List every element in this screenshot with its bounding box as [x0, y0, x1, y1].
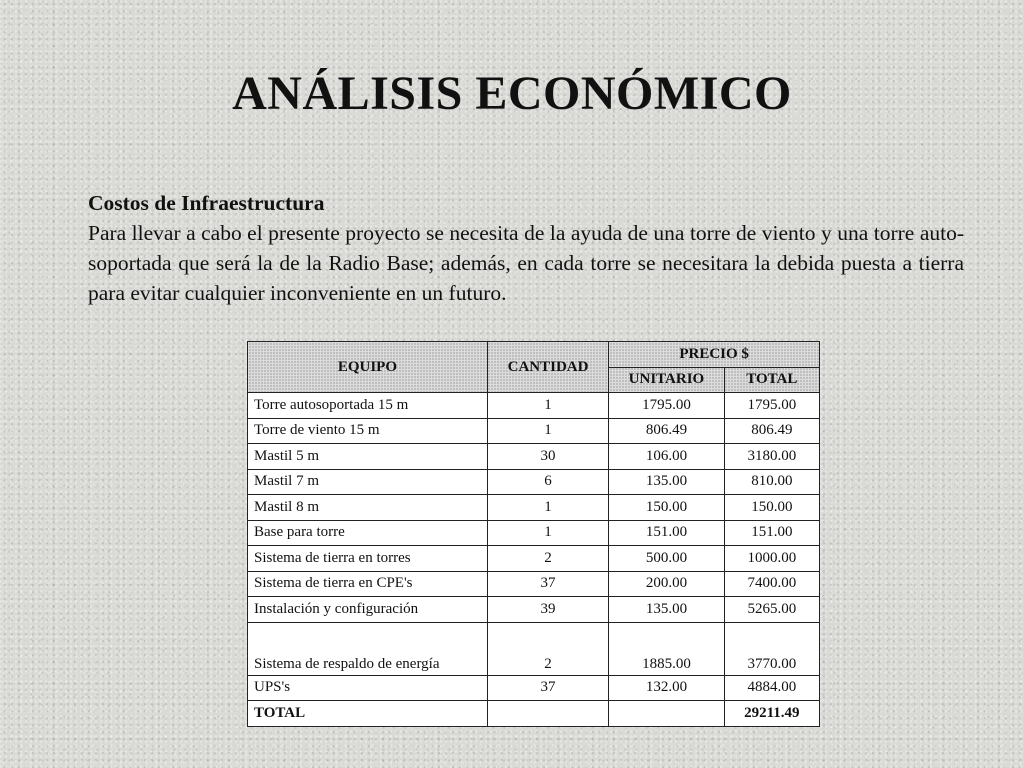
- cell-total: 1000.00: [724, 546, 819, 572]
- cell-total: 3180.00: [724, 444, 819, 470]
- cell-unitario: 135.00: [609, 597, 724, 623]
- table-row: [248, 418, 820, 444]
- header-total: TOTAL: [724, 367, 819, 393]
- table-row: [248, 546, 820, 572]
- table-row: [248, 444, 820, 470]
- section-paragraph: Para llevar a cabo el presente proyecto se necesita de la ayuda de una torre de viento y una torre auto-soportada que será la de la Radio Base; además, en cada torre se necesitara la debida puesta a tierra para evitar cualquier inconveniente en un futuro.: [88, 221, 964, 305]
- table-header-row: [248, 342, 820, 368]
- cost-table: [247, 341, 820, 727]
- cell-empty: [487, 701, 608, 727]
- cell-unitario: 132.00: [609, 675, 724, 701]
- table-row: [248, 571, 820, 597]
- cell-cantidad: 37: [487, 675, 608, 701]
- table-row: [248, 675, 820, 701]
- cell-unitario: 200.00: [609, 571, 724, 597]
- table-row: [248, 622, 820, 675]
- cell-unitario: 106.00: [609, 444, 724, 470]
- cell-empty: [609, 701, 724, 727]
- table-row: [248, 469, 820, 495]
- table-total-row: [248, 701, 820, 727]
- content-block: [88, 188, 964, 308]
- cell-unitario: 135.00: [609, 469, 724, 495]
- cell-total: 150.00: [724, 495, 819, 521]
- header-precio: PRECIO $: [609, 342, 820, 368]
- page-title: ANÁLISIS ECONÓMICO: [232, 67, 792, 120]
- cell-cantidad: 1: [487, 393, 608, 419]
- cell-equipo: Base para torre: [248, 520, 488, 546]
- cell-unitario: 1795.00: [609, 393, 724, 419]
- header-cantidad: CANTIDAD: [487, 342, 608, 393]
- cell-total: 810.00: [724, 469, 819, 495]
- cell-total: 3770.00: [724, 622, 819, 675]
- table-row: [248, 597, 820, 623]
- cell-total: 7400.00: [724, 571, 819, 597]
- cell-equipo: Sistema de tierra en torres: [248, 546, 488, 572]
- table-row: [248, 520, 820, 546]
- header-unitario: UNITARIO: [609, 367, 724, 393]
- cell-total: 806.49: [724, 418, 819, 444]
- cell-cantidad: 1: [487, 495, 608, 521]
- cell-cantidad: 2: [487, 546, 608, 572]
- cell-unitario: 150.00: [609, 495, 724, 521]
- cell-equipo: Mastil 7 m: [248, 469, 488, 495]
- cell-unitario: 806.49: [609, 418, 724, 444]
- cell-total: 151.00: [724, 520, 819, 546]
- cell-cantidad: 1: [487, 418, 608, 444]
- cell-equipo: Sistema de respaldo de energía: [248, 622, 488, 675]
- total-label: TOTAL: [248, 701, 488, 727]
- cell-cantidad: 39: [487, 597, 608, 623]
- cell-total: 1795.00: [724, 393, 819, 419]
- cell-equipo: Instalación y configuración: [248, 597, 488, 623]
- cell-equipo: UPS's: [248, 675, 488, 701]
- cell-equipo: Sistema de tierra en CPE's: [248, 571, 488, 597]
- cell-cantidad: 1: [487, 520, 608, 546]
- cell-unitario: 1885.00: [609, 622, 724, 675]
- table-row: [248, 495, 820, 521]
- cell-cantidad: 30: [487, 444, 608, 470]
- cell-unitario: 151.00: [609, 520, 724, 546]
- cell-equipo: Mastil 8 m: [248, 495, 488, 521]
- cell-cantidad: 6: [487, 469, 608, 495]
- cell-equipo: Torre autosoportada 15 m: [248, 393, 488, 419]
- cell-cantidad: 37: [487, 571, 608, 597]
- section-subtitle: Costos de Infraestructura: [88, 191, 325, 215]
- cell-unitario: 500.00: [609, 546, 724, 572]
- cell-cantidad: 2: [487, 622, 608, 675]
- total-value: 29211.49: [724, 701, 819, 727]
- cell-total: 4884.00: [724, 675, 819, 701]
- cell-equipo: Torre de viento 15 m: [248, 418, 488, 444]
- cell-equipo: Mastil 5 m: [248, 444, 488, 470]
- header-equipo: EQUIPO: [248, 342, 488, 393]
- cell-total: 5265.00: [724, 597, 819, 623]
- table-row: [248, 393, 820, 419]
